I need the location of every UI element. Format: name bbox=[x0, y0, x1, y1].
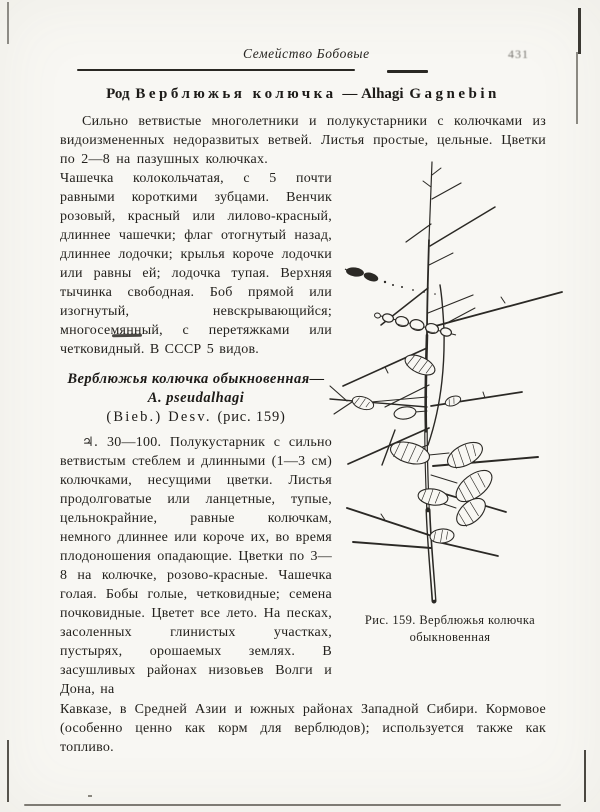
scan-bottom-line bbox=[24, 804, 561, 806]
dark-pods bbox=[345, 266, 435, 295]
dash: — bbox=[342, 86, 358, 102]
plant-drawing bbox=[325, 145, 575, 605]
scan-edge-mark bbox=[578, 8, 581, 54]
scan-edge-mark bbox=[576, 52, 578, 124]
description-tail: Кавказе, в Средней Азии и южных районах Западной Сибири. Кормовое (особенно ценно как корм для верблюдов); используется также как топливо. bbox=[60, 702, 546, 755]
perennial-symbol: ♃. bbox=[82, 435, 99, 450]
species-name: Верблюжья колючка обыкновенная—A. pseudalhagi bbox=[67, 371, 325, 406]
genus-prefix: Род bbox=[106, 86, 130, 102]
intro-paragraph: Сильно ветвистые многолетники и полукустарники с колючками из видоизмененных недоразвитых ветвей. Листья простые, цельные. Цветки по 2—8 на пазушных колючках. bbox=[60, 114, 546, 167]
genus-author: Gagnebin bbox=[409, 86, 500, 102]
species-heading bbox=[62, 370, 330, 427]
intro-paragraph-continued: Чашечка колокольчатая, с 5 почти равными короткими зубцами. Венчик розовый, красный или лилово-красный, длиннее чашечки; флаг отогнутый назад, длиннее лодочки; крылья короче лодочки или равны ей; лодочка тупая. Верхняя тычинка свободная. Боб прямой или изогнутый, невскрывающийся; многосемянный, с перетяжками или четковидный. В СССР 5 видов. bbox=[60, 171, 332, 357]
leaves bbox=[351, 351, 498, 544]
species-author: (Bieb.) Desv. bbox=[106, 409, 212, 425]
scan-edge-mark bbox=[7, 740, 9, 802]
page-number: 431 bbox=[508, 47, 529, 61]
header-rule bbox=[77, 69, 355, 71]
figure-caption: Рис. 159. Верблюжья колючка обыкновенная bbox=[364, 613, 536, 644]
species-description-text: 30—100. Полукустарник с сильно ветвистым стеблем и длинными (1—3 см) колючками, несущими цветки. Листья продолговатые или ланцетные, тупые, цельнокрайние, равные колючкам, немного длиннее или короче их, во время плодоношения опадающие. Цветки по 3—8 на колючке, розово-красные. Чашечка голая. Бобы голые, четковидные; семена почковидные. Цветет все лето. На песках, засоленных глинистых участках, пустырях, орошаемых землях. В засушливых районах низовьев Волги и Дона, на bbox=[60, 435, 333, 697]
figure-reference: (рис. 159) bbox=[217, 409, 286, 425]
species-author-line bbox=[62, 408, 330, 427]
scan-speck bbox=[88, 795, 92, 797]
running-header-title: Семейство Бобовые bbox=[243, 46, 370, 61]
left-text-column bbox=[60, 169, 332, 699]
scan-edge-mark bbox=[7, 2, 9, 44]
genus-heading bbox=[60, 86, 546, 103]
header-rule-short bbox=[387, 70, 428, 73]
scan-edge-mark bbox=[584, 750, 586, 802]
plant-illustration bbox=[325, 145, 575, 645]
genus-latin: Alhagi bbox=[361, 86, 404, 102]
genus-name-ru: Верблюжья колючка bbox=[135, 86, 337, 102]
species-description bbox=[60, 433, 332, 699]
